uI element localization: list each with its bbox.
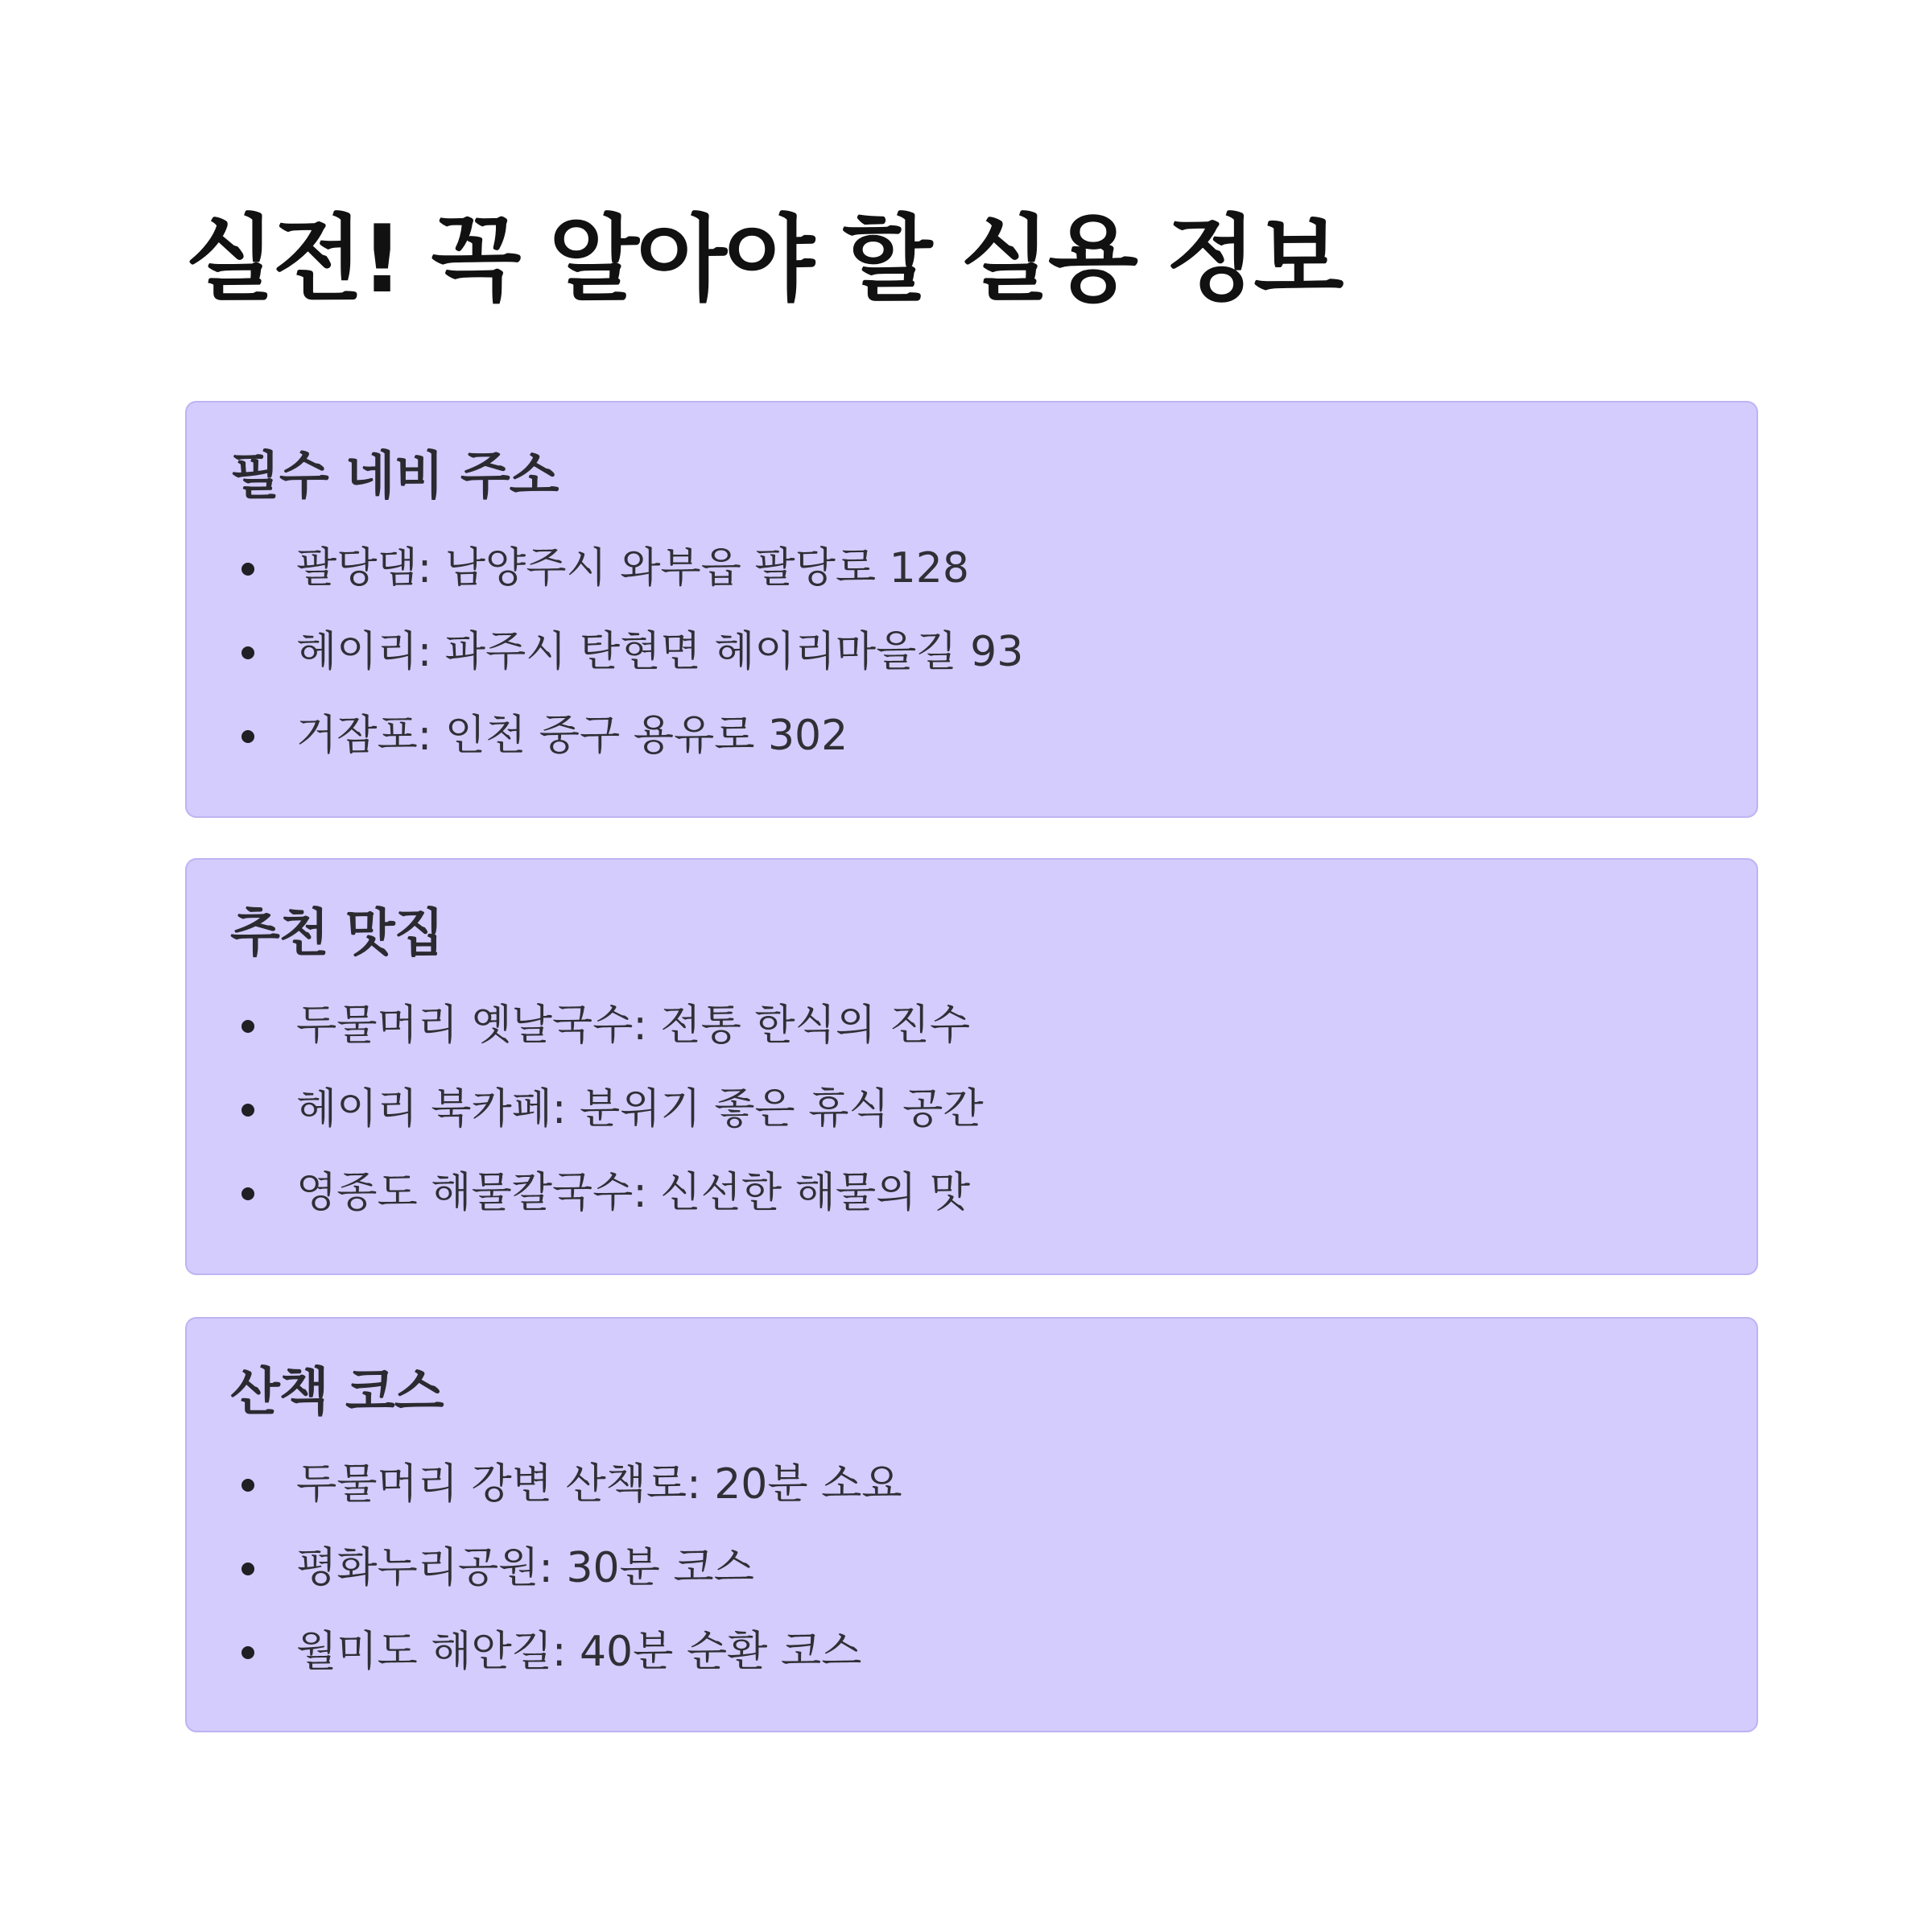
card-recommended-restaurants (185, 858, 1758, 1275)
restaurant-list (230, 984, 1713, 1235)
card-heading: 필수 네비 주소 (230, 447, 559, 506)
list-item-text: 평화누리공원: 30분 코스 (296, 1544, 754, 1592)
bullet-icon (242, 730, 254, 743)
bullet-icon (242, 1479, 254, 1492)
page-title: 실전! 꼭 알아야 할 실용 정보 (185, 205, 1342, 314)
list-item-text: 두물머리 옛날국수: 전통 한식의 진수 (296, 1001, 971, 1050)
list-item-text: 헤이리 북카페: 분위기 좋은 휴식 공간 (296, 1085, 984, 1133)
bullet-icon (242, 1020, 254, 1033)
list-item-text: 팔당댐: 남양주시 와부읍 팔당로 128 (296, 544, 969, 592)
bullet-icon (242, 1187, 254, 1200)
list-item-text: 두물머리 강변 산책로: 20분 소요 (296, 1460, 902, 1509)
bullet-icon (242, 1646, 254, 1659)
list-item-text: 거잠포: 인천 중구 용유로 302 (296, 712, 848, 760)
list-item-text: 영종도 해물칼국수: 신선한 해물의 맛 (296, 1169, 971, 1217)
list-item-text: 월미도 해안길: 40분 순환 코스 (296, 1628, 862, 1676)
list-item (230, 694, 1713, 778)
card-navigation-addresses (185, 401, 1758, 818)
list-item (230, 1151, 1713, 1235)
bullet-icon (242, 1104, 254, 1117)
list-item-text: 헤이리: 파주시 탄현면 헤이리마을길 93 (296, 628, 1024, 676)
list-item (230, 526, 1713, 610)
bullet-icon (242, 1563, 254, 1575)
bullet-icon (242, 563, 254, 576)
course-list (230, 1443, 1713, 1694)
bullet-icon (242, 646, 254, 659)
list-item (230, 610, 1713, 694)
list-item (230, 1610, 1713, 1694)
card-heading: 추천 맛집 (230, 904, 444, 964)
list-item (230, 1526, 1713, 1610)
list-item (230, 1067, 1713, 1151)
address-list (230, 526, 1713, 778)
list-item (230, 984, 1713, 1067)
card-heading: 산책 코스 (230, 1363, 444, 1422)
list-item (230, 1443, 1713, 1526)
card-walking-courses (185, 1317, 1758, 1732)
